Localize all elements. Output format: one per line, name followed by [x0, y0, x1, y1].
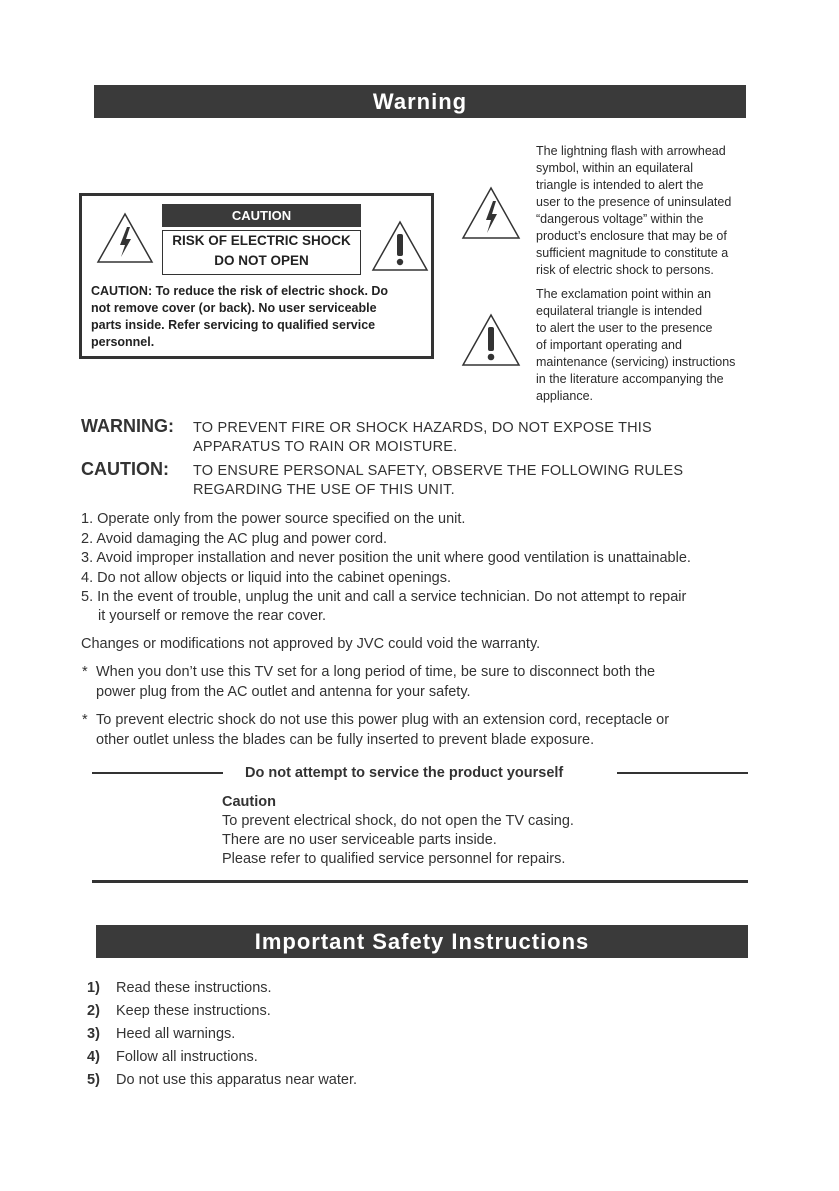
note-bullet: * — [82, 664, 88, 680]
caution-box — [79, 193, 434, 359]
note-line: power plug from the AC outlet and antenna for your safety. — [96, 683, 471, 700]
service-title: Do not attempt to service the product yourself — [245, 765, 564, 781]
note-power-disconnect — [96, 663, 796, 702]
rule-item: 4. Do not allow objects or liquid into the cabinet openings. — [81, 570, 451, 586]
caution-text-line: parts inside. Refer servicing to qualified service — [91, 318, 376, 332]
rule-item: 3. Avoid improper installation and never position the unit where good ventilation is unattainable. — [81, 550, 691, 566]
safety-item-number: 4) — [87, 1049, 100, 1065]
lightning-triangle-icon — [461, 186, 521, 240]
caution-text-line: CAUTION: To reduce the risk of electric shock. Do — [91, 284, 389, 298]
service-line: There are no user serviceable parts inside. — [222, 832, 497, 848]
caution-text — [91, 283, 436, 351]
note-extension-cord — [96, 711, 796, 750]
caution-header: CAUTION — [162, 204, 361, 227]
note-bullet: * — [82, 712, 88, 728]
risk-box — [162, 230, 361, 275]
exclamation-triangle-icon — [371, 220, 429, 272]
description-line: The exclamation point within an — [536, 287, 712, 301]
note-line: To prevent electric shock do not use this power plug with an extension cord, receptacle or — [96, 712, 670, 728]
warning-line: APPARATUS TO RAIN OR MOISTURE. — [193, 439, 458, 455]
description-line: maintenance (servicing) instructions — [536, 355, 736, 369]
changes-note: Changes or modifications not approved by JVC could void the warranty. — [81, 636, 541, 652]
safety-item-number: 1) — [87, 980, 100, 996]
caution-label: CAUTION: — [81, 459, 169, 479]
safety-item-number: 2) — [87, 1003, 100, 1019]
description-line: user to the presence of uninsulated — [536, 195, 732, 209]
safety-item — [87, 980, 687, 1003]
risk-line-2: DO NOT OPEN — [214, 253, 309, 268]
rule-item-continuation: it yourself or remove the rear cover. — [98, 608, 327, 624]
rule-item: 1. Operate only from the power source specified on the unit. — [81, 511, 466, 527]
caution-line: TO ENSURE PERSONAL SAFETY, OBSERVE THE FOLLOWING RULES — [193, 463, 684, 479]
safety-list — [87, 980, 687, 1095]
warning-banner: Warning — [94, 85, 746, 118]
exclamation-description — [536, 286, 836, 405]
safety-item-text: Heed all warnings. — [116, 1026, 236, 1042]
safety-item-text: Do not use this apparatus near water. — [116, 1072, 358, 1088]
note-line: other outlet unless the blades can be fully inserted to prevent blade exposure. — [96, 731, 595, 748]
service-line: Please refer to qualified service personnel for repairs. — [222, 851, 566, 867]
description-line: equilateral triangle is intended — [536, 304, 703, 318]
risk-line-1: RISK OF ELECTRIC SHOCK — [172, 233, 351, 248]
service-caution-heading: Caution — [222, 794, 276, 810]
rule-item: 5. In the event of trouble, unplug the unit and call a service technician. Do not attempt to repair — [81, 589, 687, 605]
description-line: symbol, within an equilateral — [536, 161, 694, 175]
description-line: The lightning flash with arrowhead — [536, 144, 726, 158]
description-line: triangle is intended to alert the — [536, 178, 704, 192]
description-line: risk of electric shock to persons. — [536, 263, 714, 277]
safety-item-text: Keep these instructions. — [116, 1003, 271, 1019]
safety-item-text: Read these instructions. — [116, 980, 272, 996]
exclamation-triangle-icon — [461, 313, 521, 367]
service-caution — [222, 793, 722, 869]
description-line: of important operating and — [536, 338, 682, 352]
caution-line: REGARDING THE USE OF THIS UNIT. — [193, 482, 455, 498]
caution-statement — [193, 462, 793, 500]
description-line: in the literature accompanying the — [536, 372, 724, 386]
note-line: When you don’t use this TV set for a long period of time, be sure to disconnect both the — [96, 664, 656, 680]
description-line: appliance. — [536, 389, 593, 403]
divider — [92, 880, 748, 883]
warning-label: WARNING: — [81, 416, 174, 436]
safety-item-number: 3) — [87, 1026, 100, 1042]
description-line: sufficient magnitude to constitute a — [536, 246, 729, 260]
warning-statement — [193, 419, 793, 457]
warning-line: TO PREVENT FIRE OR SHOCK HAZARDS, DO NOT EXPOSE THIS — [193, 420, 652, 436]
caution-text-line: not remove cover (or back). No user serviceable — [91, 301, 377, 315]
service-line: To prevent electrical shock, do not open the TV casing. — [222, 813, 574, 829]
safety-item-number: 5) — [87, 1072, 100, 1088]
rule-item: 2. Avoid damaging the AC plug and power cord. — [81, 531, 388, 547]
divider — [92, 772, 223, 774]
safety-item — [87, 1072, 687, 1095]
safety-item — [87, 1026, 687, 1049]
safety-banner: Important Safety Instructions — [96, 925, 748, 958]
lightning-triangle-icon — [96, 212, 154, 264]
safety-item-text: Follow all instructions. — [116, 1049, 258, 1065]
description-line: “dangerous voltage” within the — [536, 212, 704, 226]
safety-item — [87, 1003, 687, 1026]
lightning-description — [536, 143, 836, 279]
description-line: to alert the user to the presence — [536, 321, 713, 335]
divider — [617, 772, 748, 774]
description-line: product’s enclosure that may be of — [536, 229, 727, 243]
caution-text-line: personnel. — [91, 335, 155, 349]
safety-item — [87, 1049, 687, 1072]
